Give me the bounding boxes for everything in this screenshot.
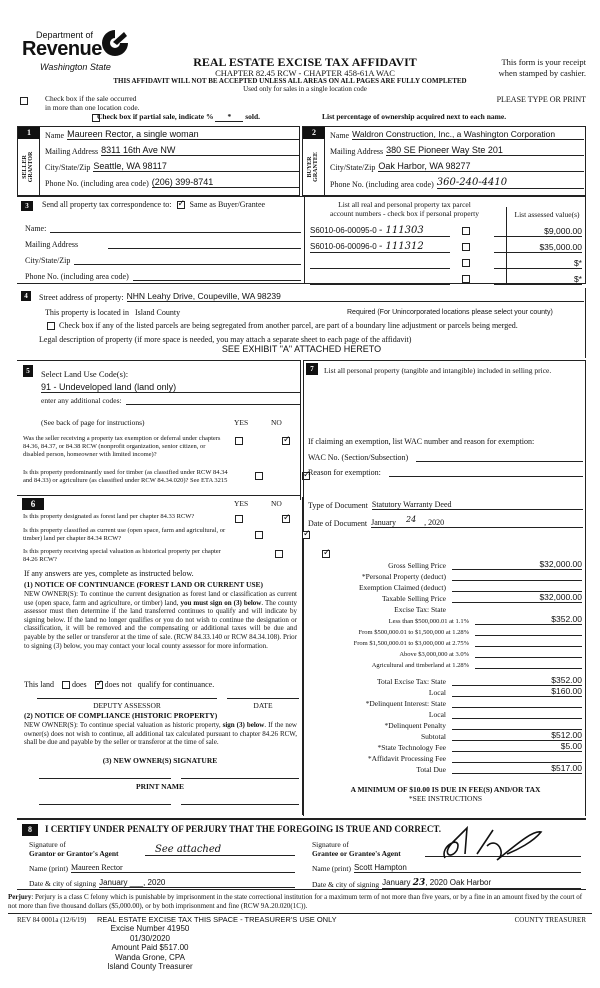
- buyer-city-label: City/State/Zip: [330, 163, 376, 172]
- same-as-buyer-label: Same as Buyer/Grantee: [189, 200, 266, 209]
- logo-line3: Washington State: [40, 62, 111, 72]
- multi-location-checkbox[interactable]: [20, 97, 28, 105]
- stamp-date: 01/30/2020: [129, 933, 171, 943]
- parcel-header-1: List all real and personal property tax parcel: [338, 200, 471, 209]
- tax-row-value[interactable]: [452, 570, 582, 581]
- question-text: Was the seller receiving a property tax exemption or deferral under chapters 84.36, 84.37, or 84.38 RCW (nonprofit organization, senior citizen, or disabled person, homeowner with limited income)?: [23, 435, 221, 458]
- section-1-number: 1: [18, 127, 40, 139]
- seller-city-field[interactable]: Seattle, WA 98117: [93, 161, 299, 172]
- segregated-label: Check box if any of the listed parcels are being segregated from another parcel, are part of a boundary line adjustment or parcels being merged.: [59, 321, 518, 330]
- same-as-buyer-checkbox[interactable]: [177, 201, 185, 209]
- personal-property-checkbox[interactable]: [462, 227, 470, 235]
- stamp-treasurer-title: Island County Treasurer: [107, 962, 193, 971]
- tax-row: [304, 719, 587, 730]
- exemption-label: If claiming an exemption, list WAC number and reason for exemption:: [308, 437, 535, 446]
- located-in-label: This property is located in: [45, 308, 129, 317]
- does-label: does: [72, 680, 87, 689]
- street-address-field[interactable]: NHN Leahy Drive, Coupeville, WA 98239: [127, 291, 584, 302]
- tax-row-label: *Personal Property (deduct): [361, 572, 446, 581]
- instructions-note: (See back of page for instructions): [41, 418, 145, 427]
- section-5-land-use: [17, 360, 300, 496]
- if-yes-note: If any answers are yes, complete as instructed below.: [24, 569, 194, 578]
- grantee-signature-label-1: Signature of: [312, 840, 349, 849]
- legal-description-value[interactable]: SEE EXHIBIT "A" ATTACHED HERETO: [221, 344, 382, 354]
- perjury-notice: [8, 893, 592, 914]
- treasurer-use-label: REAL ESTATE EXCISE TAX THIS SPACE - TREASURER'S USE ONLY: [97, 915, 337, 924]
- section-5-number: 5: [23, 365, 33, 377]
- tax-row-value[interactable]: $352.00: [452, 675, 582, 686]
- tax-row: [304, 658, 587, 669]
- grantee-name-label: Name (print): [312, 864, 351, 873]
- question-no-checkbox[interactable]: [282, 437, 290, 445]
- does-not-label: does not: [104, 680, 132, 689]
- notice-2-text-a: NEW OWNER(S): To continue special valuation as historic property,: [24, 721, 223, 729]
- seller-address-label: Mailing Address: [45, 147, 99, 156]
- yes-header: YES: [234, 499, 249, 508]
- corr-name-label: Name:: [25, 224, 47, 233]
- perjury-text: : Perjury is a class C felony which is punishable by imprisonment in the state correctional institution for a maximum term of not more than five years, or by a fine in an amount fixed by the court of not more than five thousand dollars ($5,000.00), or by both imprisonment and fine (RCW 9A.20.020(1C)).: [8, 893, 583, 910]
- buyer-phone-label: Phone No. (including area code): [330, 180, 434, 189]
- tax-row: [304, 708, 587, 719]
- tax-row-label: Taxable Selling Price: [381, 594, 446, 603]
- notice-2-text-bold: sign (3) below: [222, 721, 265, 729]
- tax-row-label: Exemption Claimed (deduct): [358, 583, 446, 592]
- assessed-header: List assessed value(s): [514, 210, 580, 219]
- parcel-handwritten: - 111303: [378, 225, 424, 236]
- doc-date-field[interactable]: [371, 515, 583, 528]
- parcel-row: [310, 237, 582, 253]
- grantor-signature-field[interactable]: See attached: [145, 844, 295, 856]
- legal-description-label: Legal description of property (if more space is needed, you may attach a separate sheet to each page of the affidavit): [39, 335, 412, 344]
- corr-address-field[interactable]: [108, 239, 301, 249]
- form-title: REAL ESTATE EXCISE TAX AFFIDAVIT: [193, 55, 417, 69]
- this-land-label: This land: [24, 680, 54, 689]
- grantee-date-month: January: [382, 878, 411, 887]
- tax-row-label: Total Excise Tax: State: [376, 677, 446, 686]
- see-instructions-note: *SEE INSTRUCTIONS: [408, 794, 483, 803]
- tax-row-value[interactable]: $32,000.00: [452, 592, 582, 603]
- tax-row: [304, 730, 587, 741]
- grantor-signature-label-2: Grantor or Grantor's Agent: [29, 849, 119, 858]
- question-yes-checkbox[interactable]: [235, 515, 243, 523]
- tax-row-label: Gross Selling Price: [388, 561, 446, 570]
- seller-phone-label: Phone No. (including area code): [45, 179, 149, 188]
- parcel-number-field[interactable]: [310, 241, 450, 253]
- assessed-value-field[interactable]: $9,000.00: [494, 226, 582, 237]
- tax-row-label: Agricultural and timberland at 1.28%: [371, 662, 469, 669]
- tax-row: [304, 603, 587, 614]
- grantee-signature-label-2: Grantee or Grantee's Agent: [312, 849, 401, 858]
- grantor-name-field[interactable]: Maureen Rector: [71, 863, 295, 873]
- tax-row-value[interactable]: [475, 636, 582, 647]
- tax-row-label: *Delinquent Interest: State: [365, 699, 446, 708]
- tax-row-value[interactable]: [452, 581, 582, 592]
- no-header: NO: [271, 418, 282, 427]
- logo-line1: Department of: [36, 30, 94, 40]
- question-no-checkbox[interactable]: [302, 531, 310, 539]
- buyer-side-label: BUYER GRANTEE: [307, 152, 319, 182]
- does-not-qualify-checkbox[interactable]: [95, 681, 103, 689]
- no-header: NO: [271, 499, 282, 508]
- tax-row-label: *Delinquent Penalty: [384, 721, 446, 730]
- please-type: PLEASE TYPE OR PRINT: [496, 95, 586, 104]
- county-treasurer-label: COUNTY TREASURER: [514, 916, 586, 924]
- question-text: Is this property predominantly used for timber (as classified under RCW 84.34 and 84.33) or agriculture (as classified under RCW 84.34.020)? See ETA 3215: [23, 469, 228, 484]
- tax-row: [304, 697, 587, 708]
- buyer-address-field[interactable]: 380 SE Pioneer Way Ste 201: [386, 145, 584, 156]
- notice-1-text-b: . The county assessor must then determine if the land transferred continues to qualify and will indicate by signing below. If the land no longer qualifies or you do not wish to continue the designation or classification, it will be removed and the compensating or additional taxes will be due and payable by the seller or transferor at the time of sale. (RCW 84.33.140 or RCW 84.34.108). Prior to signing (3) below, you may contact your local county assessor for more information.: [24, 598, 297, 650]
- corr-name-field[interactable]: [50, 223, 301, 233]
- treasurer-stamp: [100, 924, 200, 972]
- parcel-row: [310, 269, 582, 285]
- tax-row-value[interactable]: [452, 752, 582, 763]
- tax-row-label: Total Due: [416, 765, 446, 774]
- multi-location-label-1: Check box if the sale occurred: [45, 94, 137, 103]
- tax-row-value[interactable]: [452, 719, 582, 730]
- parcel-row: [310, 253, 582, 269]
- section-2-buyer: [302, 126, 586, 196]
- parcel-number: S6010-06-00095-0: [310, 226, 377, 235]
- tax-row-value[interactable]: $512.00: [452, 730, 582, 741]
- receipt-note-1: This form is your receipt: [501, 57, 586, 67]
- partial-sale-label: Check box if partial sale, indicate %: [97, 112, 214, 121]
- parcel-header-2: account numbers - check box if personal property: [330, 209, 479, 218]
- tax-row-label: *State Technology Fee: [377, 743, 446, 752]
- column-divider: [300, 360, 301, 500]
- grantor-date-field[interactable]: January ___, 2020: [99, 878, 295, 888]
- assessed-value-field[interactable]: $*: [494, 274, 582, 285]
- question-yes-checkbox[interactable]: [275, 550, 283, 558]
- tax-row-value[interactable]: $5.00: [452, 741, 582, 752]
- section-7-personal-property: [303, 360, 586, 816]
- tax-row-label: Subtotal: [420, 732, 446, 741]
- tax-row-label: Above $3,000,000 at 3.0%: [399, 651, 469, 658]
- tax-calculation: [304, 559, 587, 803]
- notice-1-text-bold: you must sign on (3) below: [180, 598, 262, 607]
- section-8-number: 8: [22, 824, 38, 836]
- additional-codes-field[interactable]: [126, 396, 300, 405]
- question-text: Is this property classified as current use (open space, farm and agricultural, or timber) land per chapter 84.34 RCW?: [23, 527, 226, 542]
- tax-row-value[interactable]: $160.00: [452, 686, 582, 697]
- parcel-handwritten: - 111312: [378, 241, 424, 252]
- tax-row-value[interactable]: [452, 697, 582, 708]
- corr-city-field[interactable]: [74, 255, 301, 265]
- tax-row: [304, 741, 587, 752]
- parcel-row: [310, 221, 582, 237]
- tax-row-value[interactable]: $517.00: [452, 763, 582, 774]
- notice-1-text: [24, 590, 297, 650]
- tax-row-label: Local: [428, 710, 446, 719]
- doc-date-month: January: [371, 518, 396, 527]
- land-use-label: Select Land Use Code(s):: [41, 369, 129, 379]
- grantee-name-field[interactable]: Scott Hampton: [354, 863, 581, 873]
- question-yes-checkbox[interactable]: [255, 472, 263, 480]
- question-text: Is this property receiving special valuation as historical property per chapter 84.26 RCW?: [23, 548, 221, 563]
- tax-row-value[interactable]: [452, 708, 582, 719]
- personal-property-checkbox[interactable]: [462, 243, 470, 251]
- parcel-number: S6010-06-00096-0: [310, 242, 377, 251]
- tax-row-label: Excise Tax: State: [394, 605, 446, 614]
- grantee-signature-scribble: [437, 824, 547, 864]
- section-7-number: 7: [306, 363, 318, 375]
- section-3-number: 3: [21, 201, 33, 211]
- section-3-correspondence: [17, 196, 586, 284]
- personal-property-checkbox[interactable]: [462, 259, 470, 267]
- question-yes-checkbox[interactable]: [255, 531, 263, 539]
- receipt-note-2: when stamped by cashier.: [498, 68, 586, 78]
- wac-label: WAC No. (Section/Subsection): [308, 453, 409, 462]
- street-label: Street address of property:: [39, 293, 124, 302]
- doc-type-field[interactable]: Statutory Warranty Deed: [372, 500, 583, 510]
- tax-row: [304, 647, 587, 658]
- section-8-certification: [17, 818, 586, 890]
- perjury-label: Perjury: [8, 893, 32, 901]
- parcel-number-field[interactable]: [310, 275, 450, 285]
- logo-line2: Revenue: [22, 38, 102, 60]
- question-no-checkbox[interactable]: [282, 515, 290, 523]
- yes-header: YES: [234, 418, 249, 427]
- tax-row-label: Local: [428, 688, 446, 697]
- tax-row: [304, 559, 587, 570]
- deputy-assessor-signature[interactable]: [37, 698, 217, 699]
- new-owner-signature-title: (3) NEW OWNER(S) SIGNATURE: [102, 756, 218, 765]
- tax-row: [304, 636, 587, 647]
- section-6-number: 6: [22, 498, 44, 510]
- tax-row-value[interactable]: [475, 647, 582, 658]
- tax-row: [304, 763, 587, 774]
- tax-row-label: *Affidavit Processing Fee: [367, 754, 446, 763]
- partial-sale-suffix: sold.: [245, 112, 261, 121]
- notice-1-text-a: NEW OWNER(S): To continue the current designation as forest land or classification as current use (open space, farm and agriculture, or timber) land,: [24, 590, 297, 607]
- doc-date-label: Date of Document: [308, 519, 368, 528]
- tax-row-value[interactable]: [475, 658, 582, 669]
- corr-phone-label: Phone No. (including area code): [25, 272, 129, 281]
- tax-row-label: From $1,500,000.01 to $3,000,000 at 2.75%: [353, 640, 469, 647]
- buyer-name-field[interactable]: Waldron Construction, Inc., a Washington Corporation: [352, 129, 584, 140]
- parcel-number-field[interactable]: [310, 259, 450, 269]
- segregated-checkbox[interactable]: [47, 322, 55, 330]
- county-required-note: Required (For Unincorporated locations please select your county): [347, 309, 553, 316]
- form-number: REV 84 0001a (12/6/19): [17, 916, 87, 924]
- question-yes-checkbox[interactable]: [235, 437, 243, 445]
- multi-location-label-2: in more than one location code.: [45, 103, 140, 112]
- new-owner-print-name-2[interactable]: [181, 804, 299, 805]
- new-owner-print-name-1[interactable]: [39, 804, 171, 805]
- form-subtitle: CHAPTER 82.45 RCW - CHAPTER 458-61A WAC: [215, 68, 395, 78]
- reason-field[interactable]: [389, 468, 583, 477]
- seller-address-field[interactable]: 8311 16th Ave NW: [101, 145, 299, 156]
- grantee-date-field[interactable]: [382, 878, 581, 889]
- personal-property-checkbox[interactable]: [462, 275, 470, 283]
- stamp-amount-paid: Amount Paid $517.00: [111, 943, 189, 952]
- buyer-phone-field[interactable]: 360-240-4410: [437, 177, 584, 189]
- does-qualify-checkbox[interactable]: [62, 681, 70, 689]
- land-use-select[interactable]: 91 - Undeveloped land (land only): [41, 382, 300, 393]
- completion-warning: THIS AFFIDAVIT WILL NOT BE ACCEPTED UNLESS ALL AREAS ON ALL PAGES ARE FULLY COMPLETED: [113, 77, 467, 85]
- tax-row: [304, 752, 587, 763]
- minimum-due-note: A MINIMUM OF $10.00 IS DUE IN FEE(S) AND/OR TAX: [350, 785, 541, 794]
- tax-row-value[interactable]: $32,000.00: [452, 559, 582, 570]
- grantor-name-label: Name (print): [29, 864, 68, 873]
- section-2-number: 2: [303, 127, 325, 139]
- section-1-seller: [17, 126, 300, 196]
- date-label: DATE: [253, 701, 273, 710]
- tax-row: [304, 614, 587, 625]
- notice-2-text: [24, 721, 297, 747]
- buyer-name-label: Name: [330, 131, 350, 140]
- question-no-checkbox[interactable]: [322, 550, 330, 558]
- corr-phone-field[interactable]: [133, 271, 301, 281]
- parcel-number-field[interactable]: [310, 225, 450, 237]
- tax-row: [304, 581, 587, 592]
- seller-name-label: Name: [45, 131, 65, 140]
- grantee-date-day: 23: [412, 878, 426, 888]
- assessed-value-field[interactable]: $35,000.00: [494, 242, 582, 253]
- section-6-forest-land: [17, 497, 303, 815]
- dor-swirl-icon: [100, 28, 130, 58]
- new-owner-signature-2[interactable]: [181, 778, 299, 779]
- tax-row: [304, 675, 587, 686]
- deputy-assessor-label: DEPUTY ASSESSOR: [93, 701, 161, 710]
- grantor-signature-label-1: Signature of: [29, 840, 66, 849]
- buyer-city-field[interactable]: Oak Harbor, WA 98277: [378, 161, 584, 172]
- notice-2-title: (2) NOTICE OF COMPLIANCE (HISTORIC PROPERTY): [24, 711, 218, 720]
- tax-row-label: From $500,000.01 to $1,500,000 at 1.28%: [358, 629, 469, 636]
- tax-row-label: Less than $500,000.01 at 1.1%: [388, 618, 469, 625]
- qualify-label: qualify for continuance.: [137, 680, 215, 689]
- doc-date-day: 24: [405, 515, 417, 524]
- print-name-label: PRINT NAME: [136, 782, 184, 791]
- grantee-date-rest: , 2020 Oak Harbor: [425, 878, 492, 887]
- doc-date-year: , 2020: [424, 518, 445, 527]
- seller-phone-field[interactable]: (206) 399-8741: [152, 177, 299, 188]
- stamp-treasurer-name: Wanda Grone, CPA: [115, 952, 185, 962]
- tax-row: [304, 625, 587, 636]
- corr-city-label: City/State/Zip: [25, 256, 71, 265]
- ownership-note: List percentage of ownership acquired next to each name.: [322, 112, 507, 121]
- personal-property-label: List all personal property (tangible and intangible) included in selling price.: [324, 366, 552, 375]
- wac-field[interactable]: [416, 453, 583, 462]
- parcel-list: [310, 221, 582, 285]
- buyer-address-label: Mailing Address: [330, 147, 384, 156]
- notice-2-text-b: . If the new owner(s) does not wish to continue, all additional tax calculated pursuant to chapter 84.26 RCW, shall be due and payable by the seller or transferor at the time of sale.: [24, 721, 297, 747]
- seller-city-label: City/State/Zip: [45, 163, 91, 172]
- county-select[interactable]: Island County: [134, 308, 181, 317]
- additional-codes-label: enter any additional codes:: [41, 396, 122, 405]
- grantor-date-label: Date & city of signing: [29, 879, 97, 888]
- partial-sale-percent[interactable]: *: [215, 112, 243, 122]
- corr-address-label: Mailing Address: [25, 240, 79, 249]
- deputy-assessor-date[interactable]: [227, 698, 299, 699]
- seller-name-field[interactable]: Maureen Rector, a single woman: [67, 129, 299, 140]
- personal-property-field[interactable]: [324, 379, 584, 429]
- section-4-property: [17, 288, 586, 358]
- partial-sale-row: [97, 112, 260, 122]
- tax-row: [304, 686, 587, 697]
- grantee-date-label: Date & city of signing: [312, 880, 380, 889]
- tax-row: [304, 592, 587, 603]
- single-location-note: Used only for sales in a single location code: [243, 85, 367, 93]
- certify-statement: I CERTIFY UNDER PENALTY OF PERJURY THAT THE FOREGOING IS TRUE AND CORRECT.: [45, 824, 442, 834]
- doc-type-label: Type of Document: [308, 501, 368, 510]
- section-4-number: 4: [21, 291, 31, 301]
- tax-row: [304, 570, 587, 581]
- new-owner-signature-1[interactable]: [39, 778, 171, 779]
- stamp-excise-number: Excise Number 41950: [110, 924, 190, 933]
- tax-row-value[interactable]: $352.00: [475, 614, 582, 625]
- assessed-value-field[interactable]: $*: [494, 258, 582, 269]
- reason-label: Reason for exemption:: [308, 468, 381, 477]
- dor-logo: [22, 26, 142, 76]
- seller-side-label: SELLER GRANTOR: [22, 151, 34, 183]
- notice-1-title: (1) NOTICE OF CONTINUANCE (FOREST LAND OR CURRENT USE): [24, 580, 264, 589]
- tax-row-value[interactable]: [475, 625, 582, 636]
- send-to-label: Send all property tax correspondence to:: [42, 200, 172, 209]
- question-text: Is this property designated as forest land per chapter 84.33 RCW?: [23, 513, 195, 520]
